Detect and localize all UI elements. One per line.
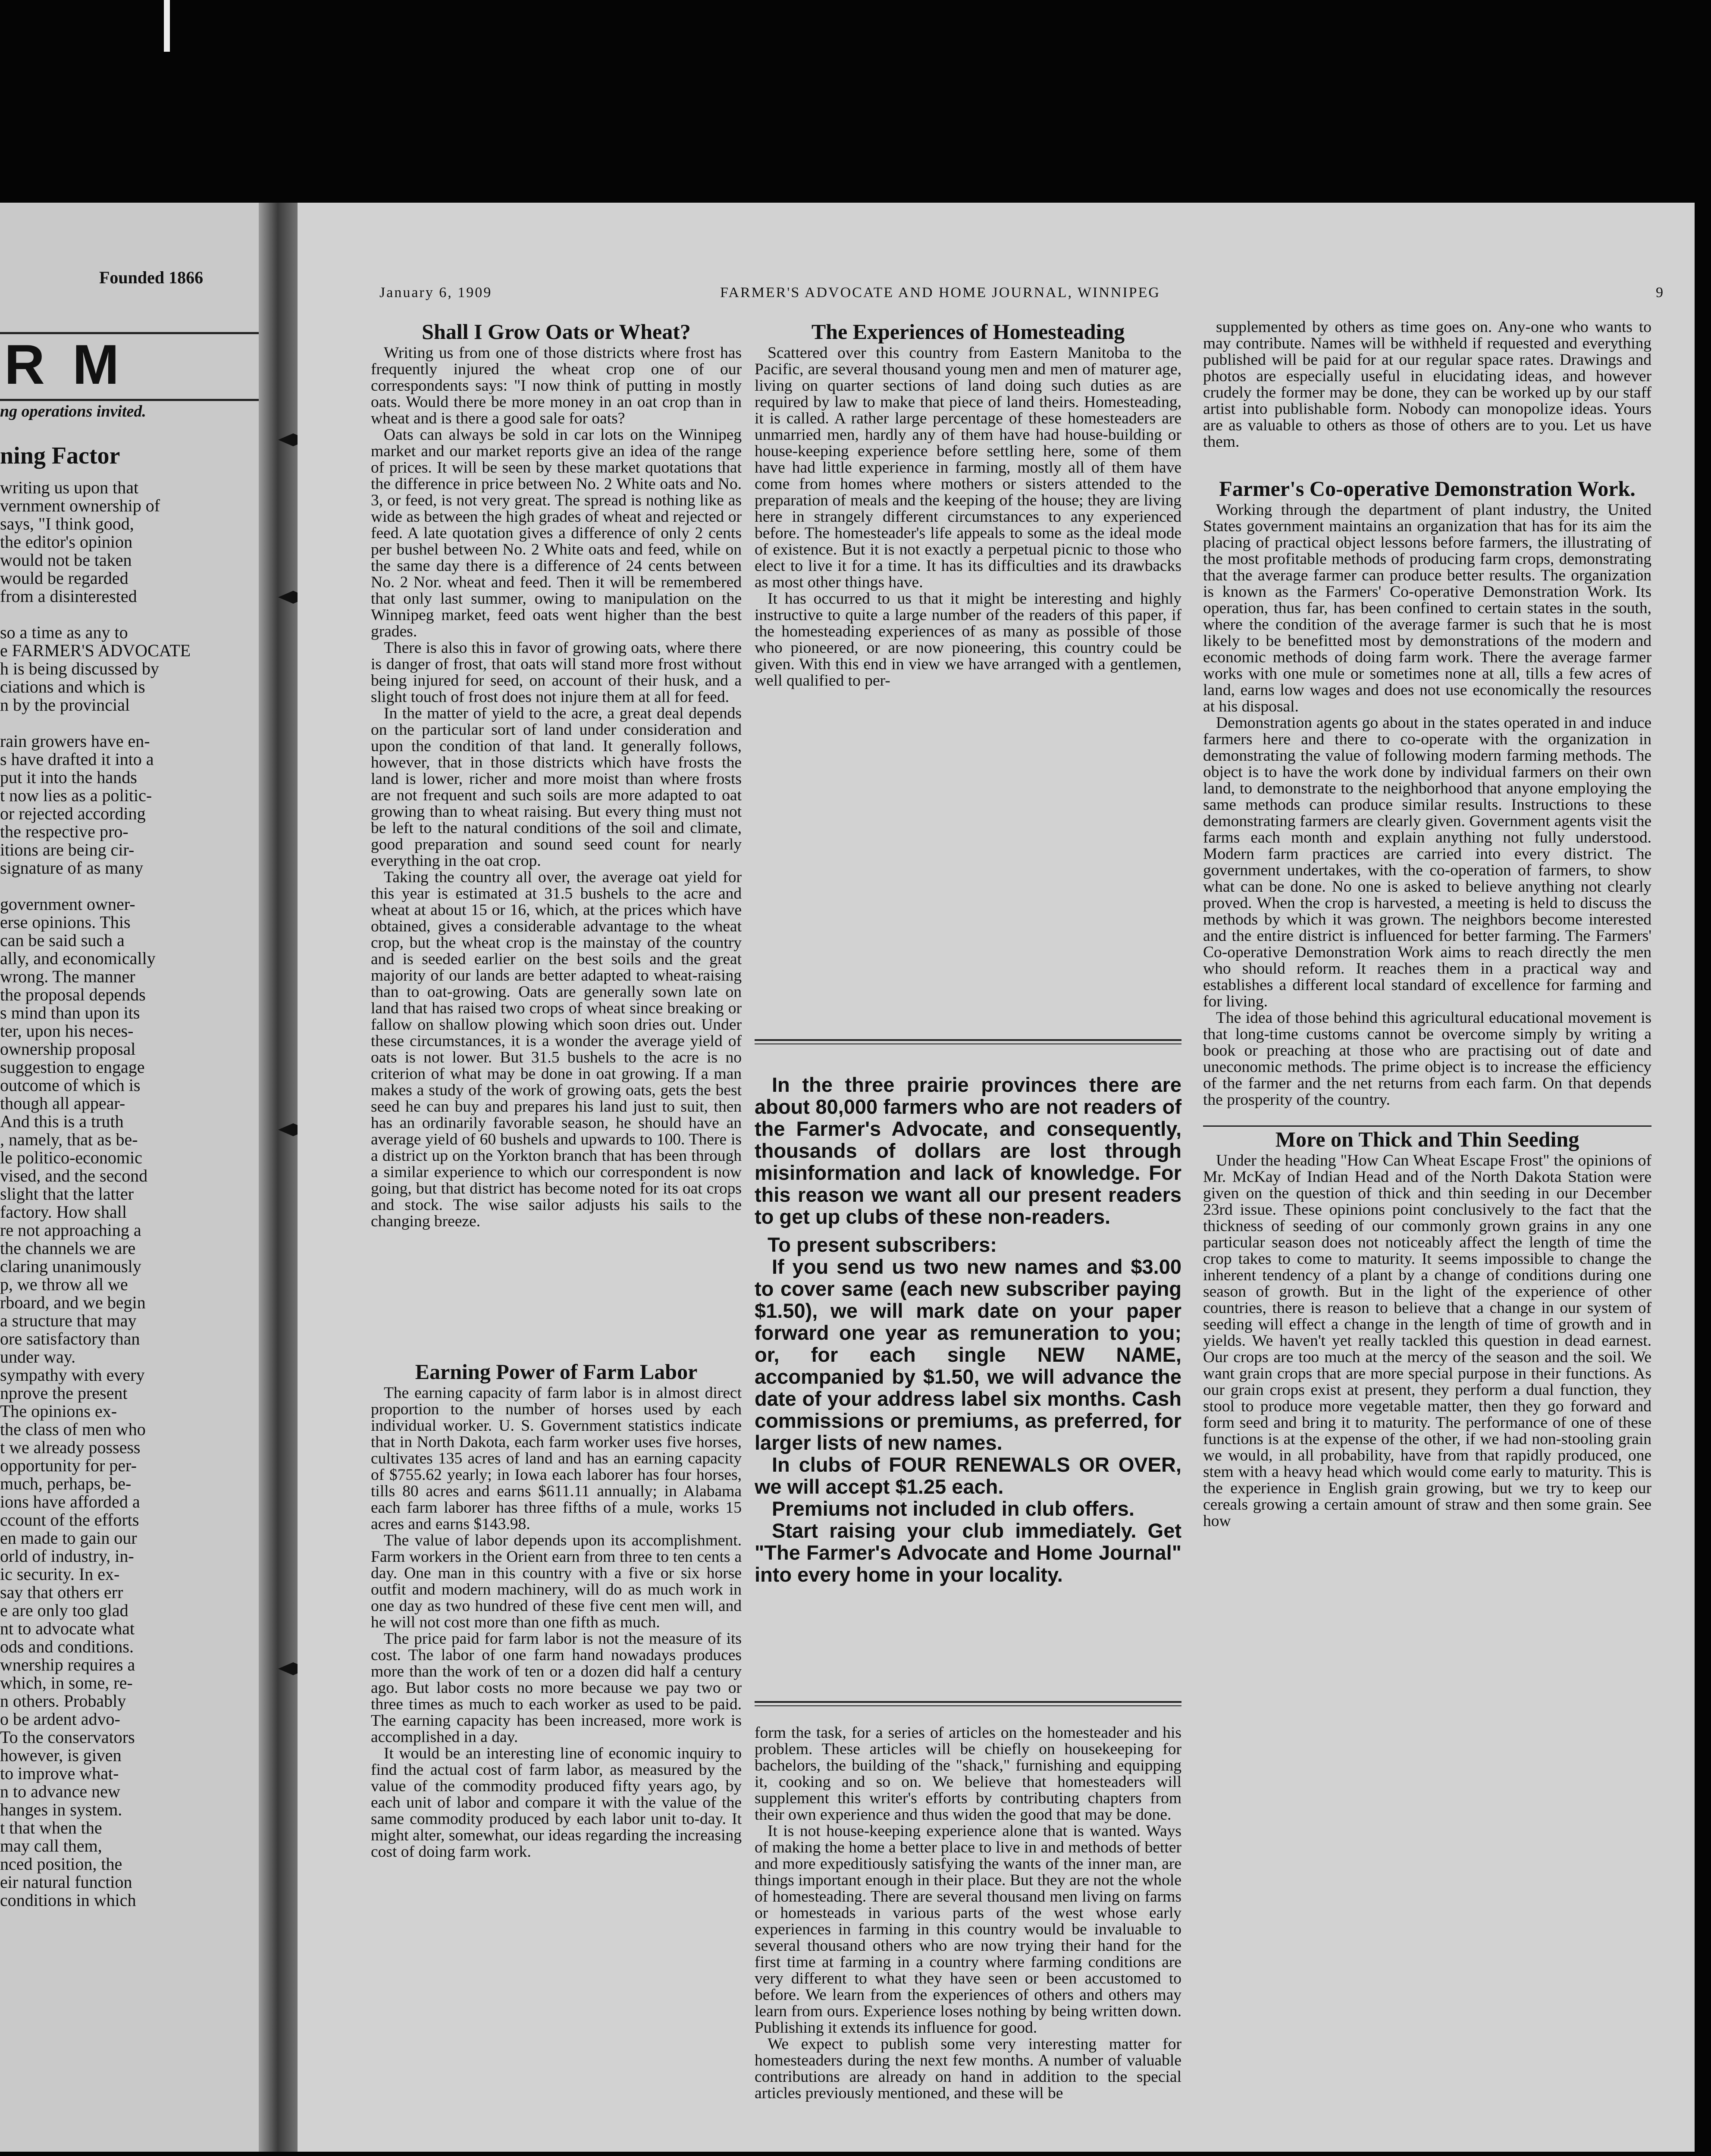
left-text-line: le politico-economic [0, 1148, 142, 1167]
left-text-line: ccount of the efforts [0, 1510, 139, 1529]
paragraph: The idea of those behind this agricultural educational movement is that long-time customs cannot be overcome simply by writing a book or preaching at those who are practising out of date and uneconomic methods. The prime object is to increase the efficiency of the farmer and the net returns from each farm. On that depends the prosperity of the country. [1203, 1009, 1651, 1109]
left-text-line: factory. How shall [0, 1202, 127, 1222]
oats-article-body [371, 345, 742, 1230]
left-text-line: writing us upon that [0, 478, 139, 497]
paragraph: Scattered over this country from Eastern Manitoba to the Pacific, are several thousand young men and men of maturer age, living on quarter sections of land doing such duties as are required by law to make that piece of land theirs. Homesteading, it is called. A rather large percentage of these homesteaders are unmarried men, hardly any of them have had house-building or house-keeping experience before settling here, some of them have had little experience in farming, mostly all of them have come from homes where mothers or sisters attended to the preparation of meals and the keeping of the house; they are living here in strangely different circumstances to any experienced before. The homesteader's life appeals to some as the ideal mode of existence. But it is not exactly a perpetual picnic to those who elect to live it for a time. It has its difficulties and its drawbacks as most other things have. [755, 344, 1181, 591]
left-text-line: suggestion to engage [0, 1057, 145, 1077]
paragraph: It would be an interesting line of economic inquiry to find the actual cost of farm labor, as measured by the value of the commodity produced fifty years ago, by each unit of labor and compare it with the value of the same commodity produced by each labor unit to-day. It might alter, somewhat, our ideas regarding the increasing cost of doing farm work. [371, 1745, 742, 1861]
homesteading-continued-body [755, 1725, 1181, 2102]
notice-rule-top [755, 1039, 1181, 1041]
left-text-line: nt to advocate what [0, 1619, 135, 1638]
left-column-text [0, 479, 259, 1909]
left-text-line: e are only too glad [0, 1601, 128, 1620]
left-text-line: , namely, that as be- [0, 1130, 138, 1149]
column-3 [1203, 319, 1651, 1529]
left-text-line: vernment ownership of [0, 496, 160, 515]
paragraph: Oats can always be sold in car lots on the Winnipeg market and our market reports give an idea of the range of prices. It will be seen by these market quotations that the difference in price between No. 2 White oats and No. 3, or feed, is not very great. The spread is nothing like as wide as between the high grades of wheat and rejected or feed. A late quotation gives a difference of only 2 cents per bushel between No. 2 White oats and feed, while on the same day there is a difference of 24 cents between No. 2 Nor. wheat and feed. Then it will be remembered that only last summer, owing to manipulation on the Winnipeg market, feed oats went higher than the best grades. [371, 426, 742, 640]
banner-rule-bottom [0, 399, 259, 401]
left-text-line: outcome of which is [0, 1075, 141, 1095]
left-text-line: eir natural function [0, 1872, 132, 1892]
paragraph: The price paid for farm labor is not the measure of its cost. The labor of one farm hand nowadays produces more than the work of ten or a dozen did half a century ago. But labor costs no more because we pay two or three times as much to each worker as used to be paid. The earning capacity has been increased, more work is accomplished in a day. [371, 1630, 742, 1746]
paragraph: In the three prairie provinces there are about 80,000 farmers who are not readers of the Farmer's Advocate, and consequently, thousands of dollars are lost through misinformation and lack of knowledge. For this reason we want all our present readers to get up clubs of these non-readers. [755, 1073, 1181, 1228]
left-text-line: ownership proposal [0, 1039, 136, 1059]
notice-premiums: Premiums not included in club offers. [772, 1497, 1134, 1520]
labor-headline: Earning Power of Farm Labor [415, 1360, 698, 1384]
notice-start: Start raising your club immediately. Get "The Farmer's Advocate and Home Journal" into every home in your locality. [755, 1519, 1181, 1586]
issue-date: January 6, 1909 [379, 285, 492, 301]
homesteading-headline: The Experiences of Homesteading [811, 320, 1125, 344]
contributors-note [1203, 319, 1651, 450]
left-text-line: or rejected according [0, 804, 146, 823]
left-text-line: can be said such a [0, 931, 125, 950]
left-heading: ning Factor [0, 442, 120, 469]
left-text-line: may call them, [0, 1836, 102, 1855]
left-text-line: s have drafted it into a [0, 749, 154, 769]
left-text-line: ore satisfactory than [0, 1329, 140, 1348]
left-text-line [0, 605, 259, 624]
left-text-line: ciations and which is [0, 677, 145, 696]
left-text-line: wnership requires a [0, 1655, 135, 1674]
homesteading-article-body [755, 345, 1181, 689]
left-facing-page [0, 203, 276, 2152]
left-text-line: ions have afforded a [0, 1492, 140, 1511]
paragraph: The value of labor depends upon its accomplishment. Farm workers in the Orient earn from three to ten cents a day. One man in this country with a five or six horse outfit and modern machinery, will do as much work in one day as two hundred of these five cent men will, and he will not cost more than one fifth as much. [371, 1532, 742, 1631]
left-text-line: n to advance new [0, 1782, 120, 1801]
left-text-line: rain growers have en- [0, 731, 150, 751]
left-text-line [0, 714, 259, 732]
left-text-line: t now lies as a politic- [0, 786, 152, 805]
left-text-line: would be regarded [0, 568, 128, 588]
left-text-line: opportunity for per- [0, 1456, 137, 1475]
paragraph: Demonstration agents go about in the states operated in and induce farmers here and there to co-operate with the organization in demonstrating the value of following modern farming methods. The object is to have the work done by individual farmers on their own land, to demonstrate to the neighborhood that anyone employing the same methods can produce similar results. Instructions to these demonstrating farmers are clearly given. Government agents visit the farms each month and explain anything not fully understood. Modern farm practices are carried into every district. The government undertakes, with the co-operation of farmers, to show what can be done. No one is asked to believe anything not clearly proved. When the crop is harvested, a meeting is held to discuss the methods by which it was grown. The neighbors become interested and the entire district is influenced for better farming. The Farmers' Co-operative Demonstration Work aims to reach directly the men who should reform. It reaches them in a practical way and establishes a different local standard of excellence for farming and for living. [1203, 714, 1651, 1010]
left-text-line: to improve what- [0, 1764, 119, 1783]
paragraph: In the matter of yield to the acre, a great deal depends on the particular sort of land under consideration and upon the condition of that land. It generally follows, however, that in those districts which have frosts the land is lower, richer and more moist than where frosts are not frequent and such soils are more adapted to oat growing than to wheat raising. But every thing must not be left to the natural conditions of the soil and climate, good preparation and sound seed count for nearly everything in the oat crop. [371, 705, 742, 870]
paragraph: It is not house-keeping experience alone that is wanted. Ways of making the home a better place to live in and methods of better and more expeditiously satisfying the wants of the inner man, are things important enough in their place. But they are not the whole of homesteading. There are several thousand men living on farms or homesteads in various parts of the west whose early experiences in farming in this country would be invaluable to several thousand others who are now trying their hand for the first time at farming in a country where farming conditions are very different to what they have seen or been accustomed to before. We learn from the experiences of others and others may learn from ours. Experience loses nothing by being written down. Publishing it extends its influence for good. [755, 1822, 1181, 2037]
homesteading-continued [755, 1725, 1181, 2102]
left-text-line: e FARMER'S ADVOCATE [0, 641, 191, 660]
left-text-line: nced position, the [0, 1854, 122, 1874]
founded-line: Founded 1866 [99, 268, 204, 287]
coop-headline: Farmer's Co-operative Demonstration Work. [1219, 476, 1636, 501]
left-text-line: o be ardent advo- [0, 1709, 120, 1729]
notice-rule-bottom [755, 1701, 1181, 1703]
paragraph: There is also this in favor of growing oats, where there is danger of frost, that oats will stand more frost without being injured for seed, on account of their husk, and a slight touch of frost does not injure them at all for feed. [371, 639, 742, 706]
paragraph: Under the heading "How Can Wheat Escape Frost" the opinions of Mr. McKay of Indian Head and of the North Dakota Station were given on the question of thick and thin seeding in our December 23rd issue. These opinions point conclusively to the fact that the thickness of seeding of our commonly grown grains in any one particular season does not noticeably affect the length of time the crop takes to come to maturity. It seems impossible to change the inherent tendency of a plant by a change of conditions during one season of growth. But in the light of the experience of other countries, there is reason to believe that a change in our system of seeding will effect a change in the length of time of growth and in yields. We haven't yet really tackled this question in dead earnest. Our crops are too much at the mercy of the season and the soil. We want grain crops that are more special purpose in their functions. As our grain crops exist at present, they perform a dual function, they stool to produce more vegetable matter, then they go forward and form seed and bring it to maturity. The performance of one of these functions is at the expense of the other, if we had non-stooling grain we would, in all probability, have from that rapidly produced, one stem with a heavy head which would come early to maturity. This is the experience in English grain growing, but we try to keep our cereals growing a certain amount of straw and then some grain. See how [1203, 1152, 1651, 1530]
newspaper-page [298, 203, 1695, 2152]
subscription-notice [755, 1074, 1181, 1586]
left-text-line: which, in some, re- [0, 1673, 133, 1692]
left-text-line: say that others err [0, 1583, 123, 1602]
left-text-line: The opinions ex- [0, 1401, 117, 1421]
left-text-line: though all appear- [0, 1094, 125, 1113]
left-text-line: a structure that may [0, 1311, 137, 1330]
left-text-line: en made to gain our [0, 1528, 137, 1548]
left-text-line: itions are being cir- [0, 840, 135, 859]
left-text-line: n by the provincial [0, 695, 130, 714]
banner-subhead: ng operations invited. [0, 402, 146, 420]
seeding-rule [1203, 1125, 1651, 1127]
left-text-line: under way. [0, 1347, 76, 1366]
left-text-line: nprove the present [0, 1383, 128, 1403]
paragraph: The earning capacity of farm labor is in almost direct proportion to the number of horses used by each individual worker. U. S. Government statistics indicate that in North Dakota, each farm worker uses five horses, cultivates 135 acres of land and has an earning capacity of $755.62 yearly; in Iowa each laborer has four horses, tills 80 acres and earns $611.11 annually; in Alabama each farm laborer has three fifths of a mule, works 15 acres and earns $143.98. [371, 1384, 742, 1533]
left-text-line: conditions in which [0, 1890, 136, 1910]
left-text-line: so a time as any to [0, 623, 128, 642]
left-text-line: would not be taken [0, 550, 132, 570]
left-text-line: vised, and the second [0, 1166, 148, 1185]
film-mark-top [164, 0, 170, 52]
notice-body [755, 1074, 1181, 1228]
column-1 [371, 319, 742, 1860]
left-text-line: rboard, and we begin [0, 1293, 146, 1312]
left-text-line: slight that the latter [0, 1184, 134, 1203]
seeding-headline: More on Thick and Thin Seeding [1275, 1127, 1579, 1151]
left-text-line: wrong. The manner [0, 967, 135, 986]
paragraph: We expect to publish some very interesting matter for homesteaders during the next few months. A number of valuable contributions are already on hand in addition to the special articles previously mentioned, and these will be [755, 2035, 1181, 2102]
left-text-line: orld of industry, in- [0, 1546, 134, 1566]
left-text-line: And this is a truth [0, 1112, 124, 1131]
left-text-line: the channels we are [0, 1238, 136, 1258]
left-text-line: ods and conditions. [0, 1637, 134, 1656]
running-title: FARMER'S ADVOCATE AND HOME JOURNAL, WINNIPEG [720, 285, 1160, 301]
page-number: 9 [1656, 285, 1664, 301]
left-text-line: ic security. In ex- [0, 1564, 120, 1584]
left-text-line [0, 877, 259, 895]
left-text-line: ally, and economically [0, 949, 156, 968]
paragraph: supplemented by others as time goes on. Any-one who wants to may contribute. Names will be withheld if requested and everything published will be paid for at our regular space rates. Drawings and photos are especially useful in elucidating ideas, and however crudely the former may be done, they can be worked up by our staff artist into publishable form. Nobody can monopolize ideas. Yours are as valuable to others as those of others are to you. Let us have them. [1203, 318, 1651, 451]
left-text-line: government owner- [0, 894, 135, 914]
left-text-line: hanges in system. [0, 1800, 122, 1819]
column-2 [755, 319, 1181, 689]
seeding-article-body [1203, 1153, 1651, 1529]
left-text-line: signature of as many [0, 858, 144, 877]
paragraph: Writing us from one of those districts where frost has frequently injured the wheat crop one of our correspondents says: "I now think of putting in mostly oats. Would there be more money in an oat crop than in wheat and is there a good sale for oats? [371, 344, 742, 427]
left-text-line: says, "I think good, [0, 514, 134, 533]
paragraph: Working through the department of plant industry, the United States government maintains an organization that has for its aim the placing of practical object lessons before farmers, the illustrating of the most profitable methods of producing farm crops, demonstrating that the average farmer can produce better results. The organization is known as the Farmers' Co-operative Demonstration Work. Its operation, thus far, has been confined to certain states in the south, where the condition of the average farmer is such that he is most likely to be benefitted most by demonstrations of the modern and economic methods of doing farm work. There the average farmer works with one mule or sometimes none at all, tills a few acres of land, earns low wages and does not use economically the resources at his disposal. [1203, 501, 1651, 715]
oats-headline: Shall I Grow Oats or Wheat? [422, 320, 691, 344]
left-text-line: sympathy with every [0, 1365, 145, 1385]
notice-rule-bottom-2 [755, 1705, 1181, 1706]
banner-title: R M [4, 333, 125, 396]
paragraph: form the task, for a series of articles on the homesteader and his problem. These articles will be chiefly on housekeeping for bachelors, the building of the "shack," furnishing and equipping it, cooking and so on. We believe that homesteaders will supplement this writer's efforts by contributing chapters from their own experience and thus widen the good that may be done. [755, 1724, 1181, 1824]
left-text-line: the respective pro- [0, 822, 128, 841]
left-text-line: the proposal depends [0, 985, 146, 1004]
left-text-line: claring unanimously [0, 1257, 141, 1276]
left-text-line: the class of men who [0, 1420, 146, 1439]
paragraph: Taking the country all over, the average oat yield for this year is estimated at 31.5 bushels to the acre and wheat at about 15 or 16, which, at the prices which have obtained, gives a considerable advantage to the wheat crop, but the wheat crop is the mainstay of the country and is seeded earlier on the best soils and the great majority of our lands are better adapted to wheat-raising than to oat-growing. Oats are generally sown late on land that has raised two crops of wheat since breaking or fallow on shallow plowing which soon dries out. Under these circumstances, it is a wonder the average yield of oats is not lower. But 31.5 bushels to the acre is no criterion of what may be done in oat growing. If a man makes a study of the work of growing oats, gets the best seed he can buy and prepares his land just to suit, then has an ordinarily favorable season, he should have an average yield of 60 bushels and upwards to 100. There is a district up on the Yorkton branch that has been through a similar experience to which our correspondent is now going, but that district has become noted for its oat crops and stock. The wise sailor adjusts his sails to the changing breeze. [371, 868, 742, 1230]
left-text-line: erse opinions. This [0, 912, 131, 932]
left-text-line: the editor's opinion [0, 532, 133, 552]
notice-subhead: To present subscribers: [768, 1233, 997, 1256]
paragraph: It has occurred to us that it might be interesting and highly instructive to quite a large number of the readers of this paper, if the homesteading experiences of as many as possible of those who pioneered, or are now pioneering, this country could be given. With this end in view we have arranged with a gentlemen, well qualified to per- [755, 590, 1181, 689]
left-text-line: from a disinterested [0, 586, 137, 606]
left-text-line: put it into the hands [0, 768, 137, 787]
labor-article-body [371, 1385, 742, 1860]
left-text-line: re not approaching a [0, 1220, 141, 1240]
left-text-line: p, we throw all we [0, 1275, 128, 1294]
left-text-line: ter, upon his neces- [0, 1021, 134, 1040]
left-text-line: t that when the [0, 1818, 102, 1837]
left-text-line: however, is given [0, 1745, 122, 1765]
notice-offer: If you send us two new names and $3.00 to cover same (each new subscriber paying $1.50), we will mark date on your paper forward one year as remuneration to you; or, for each single NEW NAME, accompanied by $1.50, we will advance the date of your address label six months. Cash commissions or premiums, as preferred, for larger lists of new names. [755, 1255, 1181, 1454]
left-text-line: t we already possess [0, 1438, 141, 1457]
notice-clubs: In clubs of FOUR RENEWALS OR OVER, we will accept $1.25 each. [755, 1453, 1181, 1498]
coop-article-body [1203, 502, 1651, 1108]
left-text-line: s mind than upon its [0, 1003, 140, 1022]
left-text-line: To the conservators [0, 1727, 135, 1747]
left-text-line: n others. Probably [0, 1691, 126, 1711]
left-text-line: much, perhaps, be- [0, 1474, 132, 1493]
left-text-line: h is being discussed by [0, 659, 159, 678]
